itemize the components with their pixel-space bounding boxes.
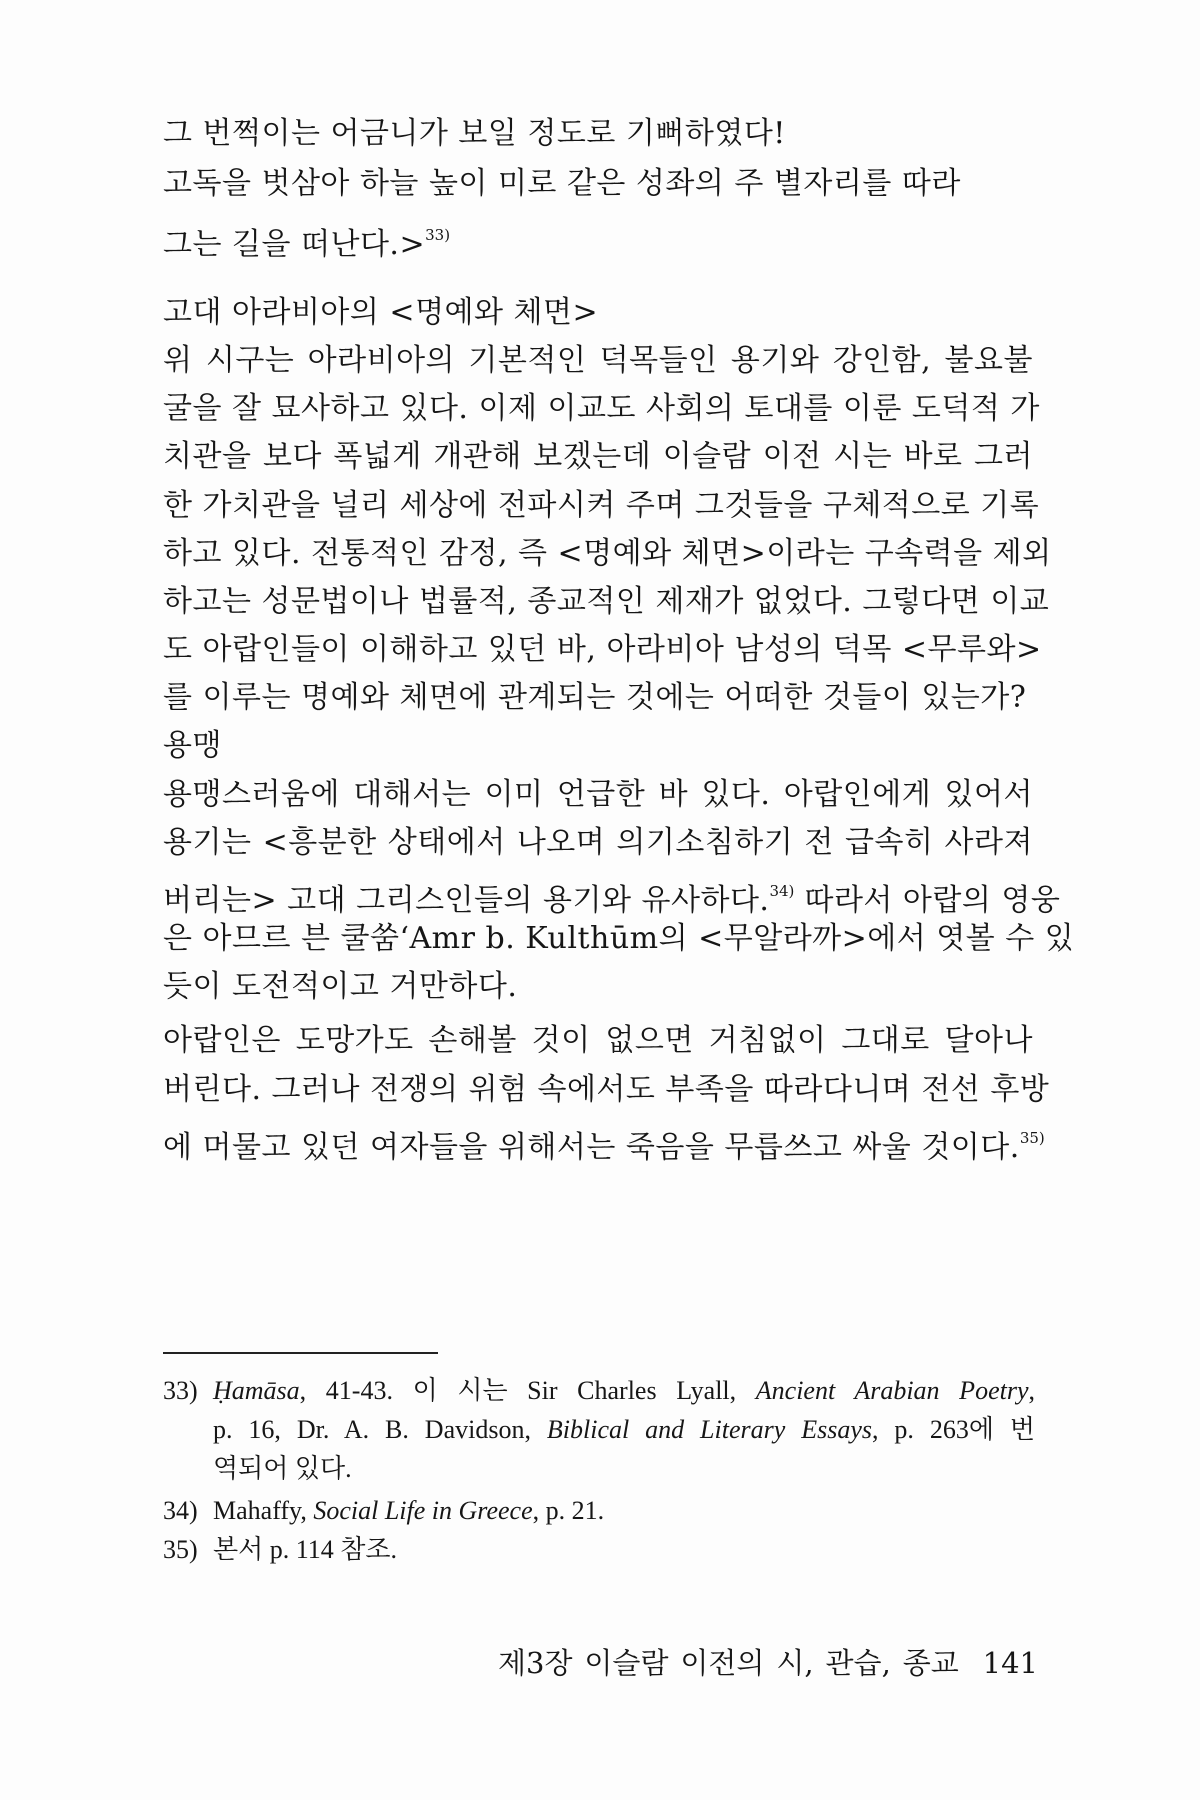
running-footer: [498, 1643, 1038, 1683]
citation-title: Ancient Arabian Poetry: [755, 1376, 1029, 1405]
page-number: 141: [982, 1646, 1038, 1680]
section-heading: 고대 아라비아의 <명예와 체면>: [163, 295, 599, 330]
footnote-33-line: 역되어 있다.: [213, 1454, 352, 1483]
paragraph-line: 듯이 도전적이고 거만하다.: [163, 969, 518, 1004]
paragraph-line: 도 아랍인들이 이해하고 있던 바, 아라비아 남성의 덕목 <무루와>: [163, 632, 1042, 668]
footnote-text: , p. 263에 번: [871, 1415, 1035, 1444]
citation-title: Ḥamāsa: [213, 1376, 300, 1405]
footnote-divider: [163, 1352, 438, 1354]
paragraph-line: [163, 871, 1061, 921]
footnote-text: Mahaffy,: [213, 1496, 314, 1525]
footnote-ref-35: 35): [1019, 1129, 1045, 1147]
footnote-text: p. 16, Dr. A. B. Davidson,: [213, 1415, 547, 1444]
poem-line-text: 그는 길을 떠난다.>: [163, 227, 426, 262]
line-text: 따라서 아랍의 영웅: [794, 883, 1061, 918]
footnote-ref-34: 34): [769, 882, 795, 900]
footnote-34-line: [213, 1494, 604, 1528]
paragraph-line: 은 아므르 븐 쿨쑴‘Amr b. Kulthūm의 <무알라까>에서 엿볼 수 있: [163, 921, 1075, 956]
paragraph-line: 용맹스러움에 대해서는 이미 언급한 바 있다. 아랍인에게 있어서: [163, 777, 1033, 812]
paragraph-line: 굴을 잘 묘사하고 있다. 이제 이교도 사회의 토대를 이룬 도덕적 가: [163, 391, 1040, 427]
paragraph-line: 치관을 보다 폭넓게 개관해 보겠는데 이슬람 이전 시는 바로 그러: [163, 439, 1033, 475]
paragraph-line: 하고 있다. 전통적인 감정, 즉 <명예와 체면>이라는 구속력을 제외: [163, 535, 1052, 571]
footnote-33-number: 33): [163, 1376, 198, 1405]
paragraph-line: [163, 1118, 1045, 1168]
footnote-text: ,: [1028, 1376, 1035, 1405]
footnote-35-line: 본서 p. 114 참조.: [213, 1535, 397, 1564]
poem-line: 그 번쩍이는 어금니가 보일 정도로 기뻐하였다!: [163, 116, 786, 151]
citation-title: Social Life in Greece: [313, 1496, 533, 1525]
footnote-35-number: 35): [163, 1535, 198, 1564]
paragraph-line: 하고는 성문법이나 법률적, 종교적인 제재가 없었다. 그렇다면 이교: [163, 584, 1050, 619]
paragraph-line: 한 가치관을 널리 세상에 전파시켜 주며 그것들을 구체적으로 기록: [163, 487, 1040, 523]
paragraph-line: 아랍인은 도망가도 손해볼 것이 없으면 거침없이 그대로 달아나: [163, 1023, 1033, 1058]
line-text: 버리는> 고대 그리스인들의 용기와 유사하다.: [163, 883, 770, 918]
section-heading: 용맹: [163, 728, 222, 763]
footnote-text: , p. 21.: [532, 1496, 605, 1525]
paragraph-line: 를 이루는 명예와 체면에 관계되는 것에는 어떠한 것들이 있는가?: [163, 680, 1027, 716]
paragraph-line: 위 시구는 아라비아의 기본적인 덕목들인 용기와 강인함, 불요불: [163, 343, 1033, 378]
paragraph-line: 용기는 <흥분한 상태에서 나오며 의기소침하기 전 급속히 사라져: [163, 825, 1033, 860]
poem-line: 고독을 벗삼아 하늘 높이 미로 같은 성좌의 주 별자리를 따라: [163, 166, 961, 201]
footnote-33-line: [213, 1374, 1035, 1408]
chapter-title: 제3장 이슬람 이전의 시, 관습, 종교: [498, 1646, 959, 1680]
poem-line: [163, 215, 450, 265]
line-text: 에 머물고 있던 여자들을 위해서는 죽음을 무릅쓰고 싸울 것이다.: [163, 1130, 1020, 1165]
citation-title: Biblical and Literary Essays: [546, 1415, 872, 1444]
footnote-text: , 41-43. 이 시는 Sir Charles Lyall,: [299, 1376, 756, 1405]
footnote-33-line: [213, 1413, 1035, 1447]
paragraph-line: 버린다. 그러나 전쟁의 위험 속에서도 부족을 따라다니며 전선 후방: [163, 1071, 1050, 1107]
footnote-34-number: 34): [163, 1496, 198, 1525]
footnote-ref-33: 33): [425, 226, 451, 244]
